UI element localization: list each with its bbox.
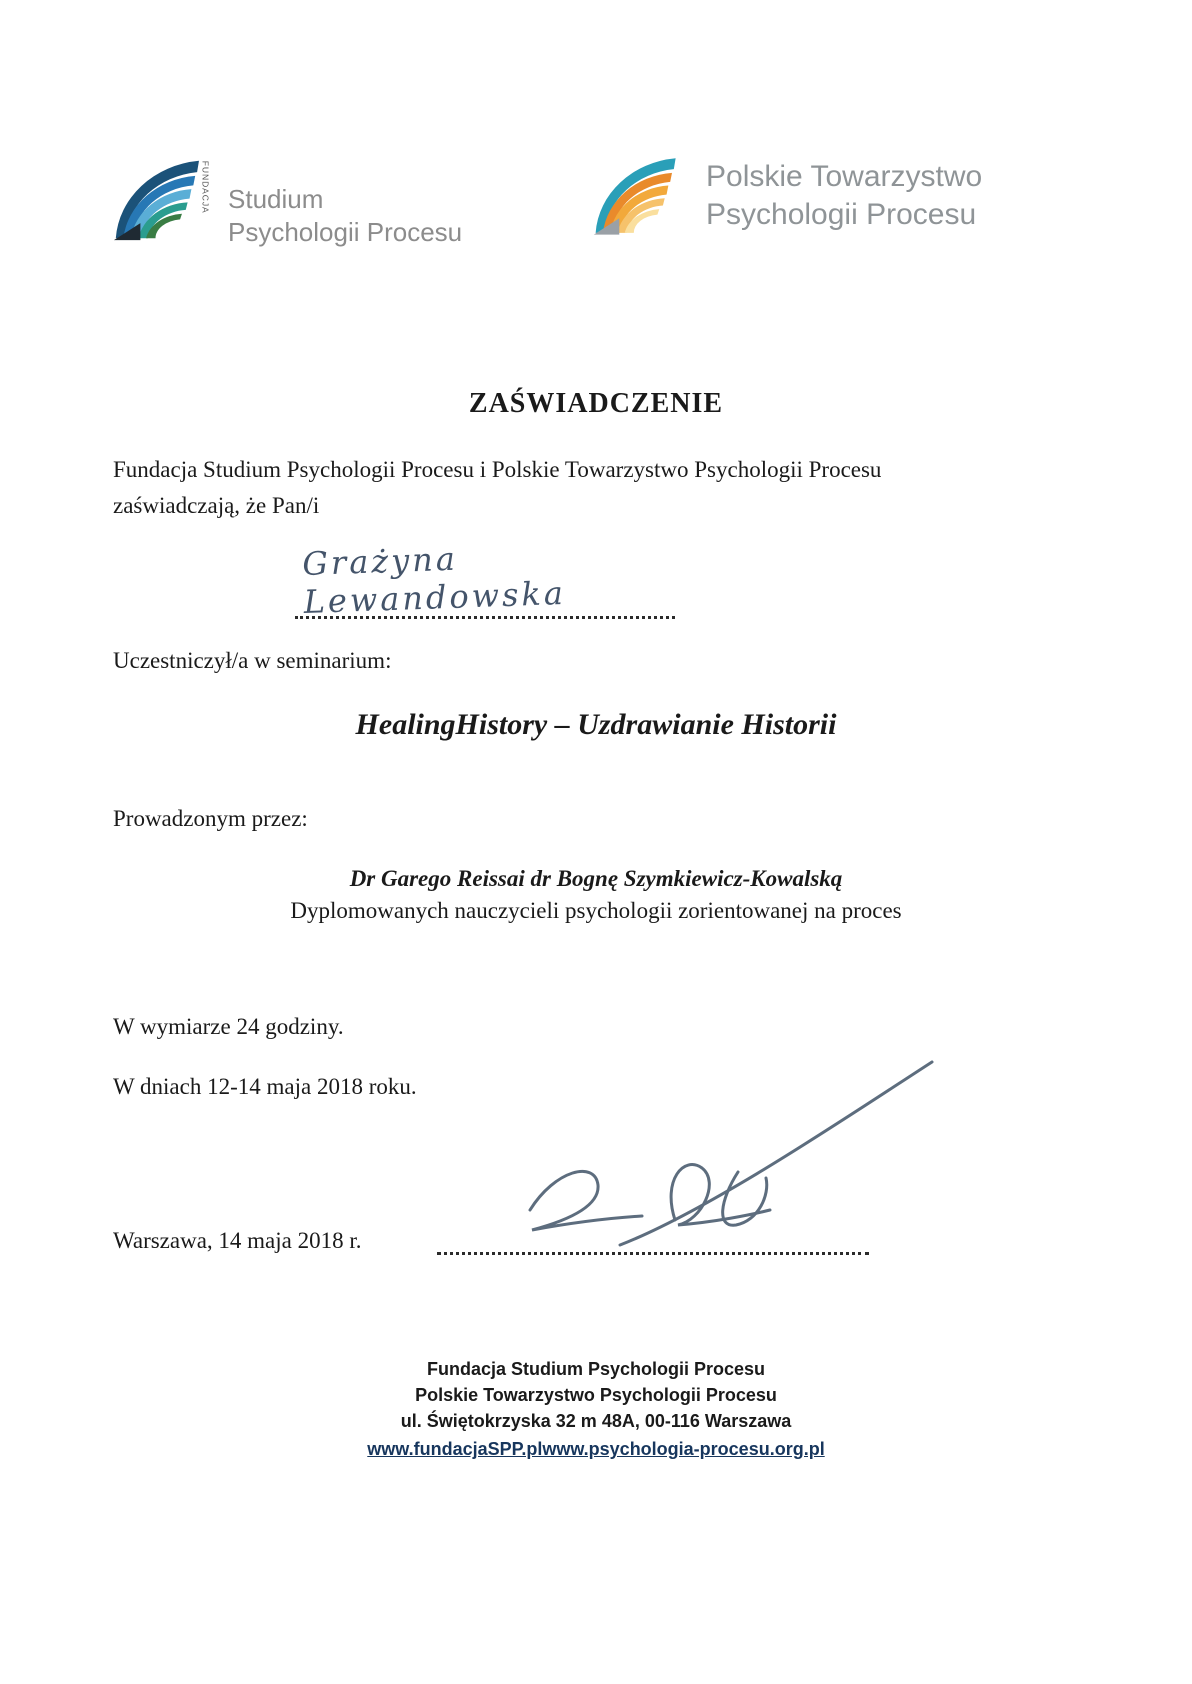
footer-address: ul. Świętokrzyska 32 m 48A, 00-116 Warszawa	[400, 1411, 792, 1432]
place-date-line: Warszawa, 14 maja 2018 r.	[113, 1228, 362, 1253]
foundation-vertical-text: FUNDACJA	[200, 160, 211, 214]
certificate-title: ZAŚWIADCZENIE	[468, 388, 724, 419]
intro-line2: zaświadczają, że Pan/i	[113, 492, 320, 518]
dates-line: W dniach 12-14 maja 2018 roku.	[113, 1074, 417, 1099]
signature-dotted-line	[437, 1252, 869, 1255]
footer	[0, 1356, 1192, 1462]
signature-scrawl-icon	[470, 1060, 940, 1270]
intro-line1: Fundacja Studium Psychologii Procesu i Polskie Towarzystwo Psychologii Procesu	[113, 457, 882, 482]
foundation-logo-icon	[112, 150, 216, 250]
society-logo	[592, 148, 982, 244]
society-logo-line1: Polskie Towarzystwo	[706, 160, 983, 193]
signature	[470, 1060, 940, 1275]
hours-line: W wymiarze 24 godziny.	[113, 1014, 344, 1039]
foundation-logo-line2: Psychologii Procesu	[228, 216, 463, 247]
conductors-description: Dyplomowanych nauczycieli psychologii zorientowanej na proces	[290, 898, 902, 923]
foundation-logo-text	[228, 183, 462, 248]
society-logo-icon	[592, 148, 692, 244]
footer-org-2: Polskie Towarzystwo Psychologii Procesu	[415, 1385, 777, 1406]
seminar-title: HealingHistory – Uzdrawianie Historii	[355, 708, 837, 741]
conductors-names: Dr Garego Reissai dr Bognę Szymkiewicz-Kowalską	[349, 866, 843, 891]
footer-website-link[interactable]: www.fundacjaSPP.plwww.psychologia-procesu.org.pl	[367, 1439, 825, 1460]
intro-paragraph	[113, 452, 1013, 523]
participant-name-area	[295, 538, 715, 622]
seminar-label: Uczestniczył/a w seminarium:	[113, 648, 392, 673]
footer-org-1: Fundacja Studium Psychologii Procesu	[426, 1359, 766, 1379]
foundation-logo	[112, 150, 462, 250]
conducted-by-label: Prowadzonym przez:	[113, 806, 308, 831]
society-logo-text	[706, 158, 982, 233]
foundation-logo-line1: Studium	[228, 184, 324, 214]
society-logo-line2: Psychologii Procesu	[706, 197, 977, 231]
participant-name-handwriting: Grażyna Lewandowska	[301, 539, 567, 622]
